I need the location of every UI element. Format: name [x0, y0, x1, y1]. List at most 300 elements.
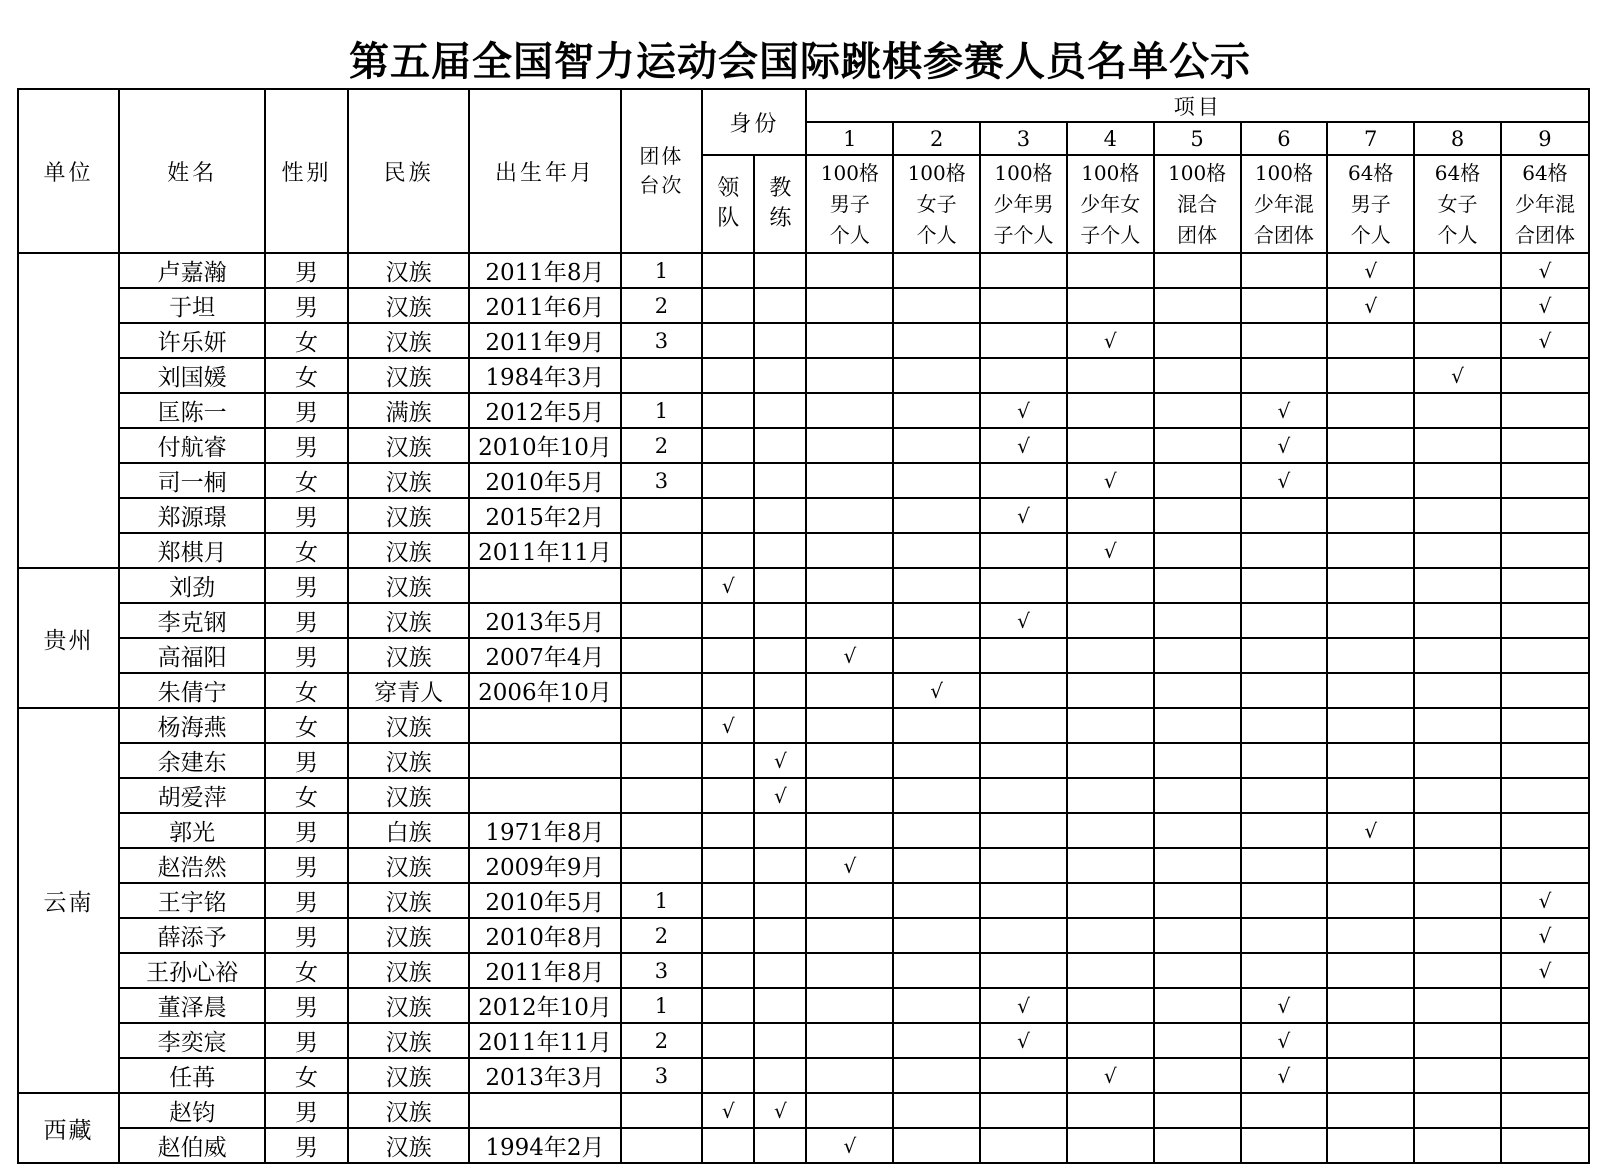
event-cell-9 [1501, 498, 1589, 533]
ethnicity-cell: 汉族 [348, 358, 470, 393]
team-order-cell: 1 [621, 883, 703, 918]
event-cell-4 [1067, 568, 1154, 603]
event-cell-4 [1067, 323, 1154, 358]
event-name-line: 男子 [1350, 191, 1391, 216]
coach-cell [754, 673, 806, 708]
event-cell-6 [1241, 953, 1328, 988]
event-cell-5 [1154, 288, 1241, 323]
coach-cell [754, 1058, 806, 1093]
coach-cell [754, 358, 806, 393]
ethnicity-cell: 汉族 [348, 568, 470, 603]
ethnicity-cell: 汉族 [348, 918, 470, 953]
gender-cell: 男 [265, 568, 348, 603]
gender-cell: 女 [265, 673, 348, 708]
event-cell-4 [1067, 463, 1154, 498]
coach-cell [754, 1128, 806, 1163]
event-cell-9 [1501, 848, 1589, 883]
event-cell-5 [1154, 1023, 1241, 1058]
team-order-cell [621, 533, 703, 568]
event-cell-5 [1154, 918, 1241, 953]
event-name-line: 64格 [1434, 160, 1481, 185]
event-name-line: 女子 [1437, 191, 1478, 216]
event-name-line: 100格 [994, 160, 1053, 185]
event-cell-2 [893, 533, 980, 568]
coach-cell [754, 708, 806, 743]
table-row [18, 673, 1589, 708]
check-mark: √ [1538, 293, 1552, 318]
event-number-7: 7 [1327, 122, 1414, 155]
ethnicity-cell: 汉族 [348, 708, 470, 743]
name-cell: 郭光 [119, 813, 265, 848]
event-cell-4 [1067, 673, 1154, 708]
team-order-cell [621, 848, 703, 883]
gender-cell: 男 [265, 813, 348, 848]
birth-cell: 2011年8月 [469, 253, 620, 288]
event-cell-1 [806, 1058, 893, 1093]
event-cell-4 [1067, 743, 1154, 778]
table-row [18, 848, 1589, 883]
team-order-cell: 1 [621, 393, 703, 428]
leader-cell [702, 673, 754, 708]
event-cell-4 [1067, 1023, 1154, 1058]
event-cell-6 [1241, 253, 1328, 288]
ethnicity-cell: 汉族 [348, 603, 470, 638]
table-body [18, 253, 1589, 1163]
event-number-4: 4 [1067, 122, 1154, 155]
ethnicity-cell: 汉族 [348, 883, 470, 918]
table-row [18, 883, 1589, 918]
name-cell: 王孙心裕 [119, 953, 265, 988]
leader-cell [702, 778, 754, 813]
team-order-cell: 1 [621, 988, 703, 1023]
team-order-cell [621, 708, 703, 743]
event-cell-8 [1414, 953, 1501, 988]
event-cell-5 [1154, 708, 1241, 743]
event-cell-4 [1067, 638, 1154, 673]
event-cell-9 [1501, 708, 1589, 743]
event-cell-7 [1327, 358, 1414, 393]
name-cell: 王宇铭 [119, 883, 265, 918]
event-cell-3 [980, 498, 1067, 533]
birth-cell: 2007年4月 [469, 638, 620, 673]
name-cell: 刘劲 [119, 568, 265, 603]
team-order-cell: 2 [621, 288, 703, 323]
check-mark: √ [1277, 433, 1291, 458]
event-cell-6 [1241, 603, 1328, 638]
leader-cell [702, 463, 754, 498]
ethnicity-cell: 汉族 [348, 743, 470, 778]
event-cell-6 [1241, 533, 1328, 568]
leader-cell [702, 1093, 754, 1128]
event-cell-5 [1154, 393, 1241, 428]
ethnicity-cell: 汉族 [348, 498, 470, 533]
gender-cell: 男 [265, 1023, 348, 1058]
event-cell-1 [806, 393, 893, 428]
event-cell-1 [806, 708, 893, 743]
birth-cell: 1994年2月 [469, 1128, 620, 1163]
leader-cell [702, 813, 754, 848]
check-mark: √ [1017, 1028, 1030, 1053]
header-name: 姓名 [119, 89, 265, 253]
event-cell-2 [893, 778, 980, 813]
event-cell-9 [1501, 428, 1589, 463]
event-cell-9 [1501, 883, 1589, 918]
event-cell-1 [806, 568, 893, 603]
event-cell-8 [1414, 813, 1501, 848]
event-cell-5 [1154, 638, 1241, 673]
event-cell-2 [893, 638, 980, 673]
leader-cell [702, 498, 754, 533]
event-cell-5 [1154, 848, 1241, 883]
leader-cell [702, 393, 754, 428]
event-number-8: 8 [1414, 122, 1501, 155]
event-cell-9 [1501, 1093, 1589, 1128]
name-cell: 杨海燕 [119, 708, 265, 743]
event-cell-4 [1067, 533, 1154, 568]
table-row [18, 603, 1589, 638]
event-cell-2 [893, 568, 980, 603]
event-name-6 [1241, 155, 1328, 253]
check-mark: √ [1103, 538, 1117, 563]
name-cell: 薛添予 [119, 918, 265, 953]
event-cell-5 [1154, 358, 1241, 393]
role-coach-label: 教练 [769, 176, 792, 231]
event-cell-1 [806, 883, 893, 918]
check-mark: √ [1017, 503, 1030, 528]
event-cell-2 [893, 428, 980, 463]
event-cell-3 [980, 848, 1067, 883]
event-cell-9 [1501, 603, 1589, 638]
event-name-line: 100格 [907, 160, 966, 185]
event-cell-7 [1327, 323, 1414, 358]
event-cell-2 [893, 253, 980, 288]
event-cell-8 [1414, 1023, 1501, 1058]
name-cell: 赵钧 [119, 1093, 265, 1128]
event-number-5: 5 [1154, 122, 1241, 155]
event-cell-8 [1414, 568, 1501, 603]
table-row [18, 428, 1589, 463]
event-cell-2 [893, 498, 980, 533]
role-leader-label: 领队 [717, 176, 740, 231]
coach-cell [754, 918, 806, 953]
team-order-cell [621, 743, 703, 778]
event-cell-8 [1414, 918, 1501, 953]
event-name-line: 合团体 [1514, 222, 1575, 247]
event-cell-1 [806, 778, 893, 813]
event-cell-4 [1067, 813, 1154, 848]
ethnicity-cell: 汉族 [348, 778, 470, 813]
gender-cell: 男 [265, 743, 348, 778]
name-cell: 胡爱萍 [119, 778, 265, 813]
event-cell-1 [806, 673, 893, 708]
event-cell-2 [893, 743, 980, 778]
check-mark: √ [1538, 923, 1552, 948]
gender-cell: 女 [265, 778, 348, 813]
unit-cell: 云南 [18, 708, 119, 1093]
name-cell: 司一桐 [119, 463, 265, 498]
leader-cell [702, 323, 754, 358]
header-gender: 性别 [265, 89, 348, 253]
event-cell-5 [1154, 778, 1241, 813]
birth-cell [469, 708, 620, 743]
table-row [18, 1023, 1589, 1058]
ethnicity-cell: 汉族 [348, 323, 470, 358]
event-cell-9 [1501, 323, 1589, 358]
ethnicity-cell: 穿青人 [348, 673, 470, 708]
event-cell-9 [1501, 1023, 1589, 1058]
event-cell-4 [1067, 708, 1154, 743]
event-cell-3 [980, 568, 1067, 603]
table-row [18, 708, 1589, 743]
name-cell: 李奕宸 [119, 1023, 265, 1058]
ethnicity-cell: 汉族 [348, 1058, 470, 1093]
event-cell-7 [1327, 848, 1414, 883]
event-cell-9 [1501, 288, 1589, 323]
event-cell-7 [1327, 1023, 1414, 1058]
event-cell-4 [1067, 603, 1154, 638]
event-cell-7 [1327, 883, 1414, 918]
event-name-line: 个人 [1437, 222, 1478, 247]
event-name-9 [1501, 155, 1589, 253]
event-cell-9 [1501, 953, 1589, 988]
check-mark: √ [1277, 1063, 1291, 1088]
coach-cell [754, 533, 806, 568]
event-cell-8 [1414, 288, 1501, 323]
event-cell-1 [806, 358, 893, 393]
table-row [18, 918, 1589, 953]
event-cell-5 [1154, 253, 1241, 288]
event-cell-7 [1327, 638, 1414, 673]
check-mark: √ [774, 748, 787, 773]
event-cell-6 [1241, 498, 1328, 533]
event-cell-1 [806, 603, 893, 638]
table-row [18, 533, 1589, 568]
coach-cell [754, 288, 806, 323]
event-cell-5 [1154, 673, 1241, 708]
event-cell-7 [1327, 708, 1414, 743]
event-cell-3 [980, 953, 1067, 988]
event-name-4 [1067, 155, 1154, 253]
coach-cell [754, 603, 806, 638]
table-row [18, 953, 1589, 988]
event-cell-5 [1154, 883, 1241, 918]
check-mark: √ [1103, 1063, 1117, 1088]
gender-cell: 女 [265, 533, 348, 568]
event-name-line: 64格 [1522, 160, 1568, 185]
gender-cell: 男 [265, 603, 348, 638]
check-mark: √ [1451, 363, 1464, 388]
gender-cell: 女 [265, 358, 348, 393]
event-name-line: 个人 [829, 222, 870, 247]
event-cell-2 [893, 1023, 980, 1058]
team-order-cell [621, 358, 703, 393]
event-cell-5 [1154, 1128, 1241, 1163]
leader-cell [702, 918, 754, 953]
event-name-line: 男子 [829, 191, 870, 216]
event-cell-5 [1154, 743, 1241, 778]
table-row [18, 813, 1589, 848]
event-cell-5 [1154, 428, 1241, 463]
table-row [18, 498, 1589, 533]
event-name-line: 个人 [1350, 222, 1391, 247]
event-cell-3 [980, 358, 1067, 393]
birth-cell: 2011年11月 [469, 1023, 620, 1058]
check-mark: √ [721, 1098, 735, 1123]
check-mark: √ [774, 1098, 787, 1123]
event-cell-8 [1414, 1058, 1501, 1093]
event-cell-6 [1241, 358, 1328, 393]
check-mark: √ [721, 573, 735, 598]
leader-cell [702, 428, 754, 463]
event-cell-3 [980, 393, 1067, 428]
team-order-cell: 2 [621, 918, 703, 953]
event-cell-7 [1327, 603, 1414, 638]
event-cell-5 [1154, 568, 1241, 603]
event-cell-6 [1241, 1023, 1328, 1058]
gender-cell: 女 [265, 1058, 348, 1093]
birth-cell [469, 1093, 620, 1128]
table-row [18, 463, 1589, 498]
event-cell-3 [980, 603, 1067, 638]
event-cell-6 [1241, 813, 1328, 848]
header-events: 项目 [806, 89, 1589, 122]
leader-cell [702, 603, 754, 638]
event-cell-4 [1067, 1093, 1154, 1128]
check-mark: √ [1103, 328, 1117, 353]
event-cell-7 [1327, 953, 1414, 988]
event-cell-9 [1501, 533, 1589, 568]
leader-cell [702, 848, 754, 883]
event-number-9: 9 [1501, 122, 1589, 155]
event-cell-7 [1327, 918, 1414, 953]
event-cell-3 [980, 918, 1067, 953]
event-cell-1 [806, 428, 893, 463]
check-mark: √ [1017, 993, 1030, 1018]
name-cell: 郑源璟 [119, 498, 265, 533]
birth-cell: 2010年8月 [469, 918, 620, 953]
coach-cell [754, 953, 806, 988]
name-cell: 赵浩然 [119, 848, 265, 883]
event-cell-8 [1414, 1128, 1501, 1163]
event-cell-6 [1241, 743, 1328, 778]
event-cell-2 [893, 1093, 980, 1128]
event-name-2 [893, 155, 980, 253]
birth-cell: 1984年3月 [469, 358, 620, 393]
roster-table [17, 88, 1590, 1164]
ethnicity-cell: 满族 [348, 393, 470, 428]
header-unit: 单位 [18, 89, 119, 253]
check-mark: √ [721, 713, 735, 738]
team-order-cell: 1 [621, 253, 703, 288]
ethnicity-cell: 汉族 [348, 463, 470, 498]
gender-cell: 男 [265, 638, 348, 673]
table-row [18, 988, 1589, 1023]
coach-cell [754, 743, 806, 778]
name-cell: 余建东 [119, 743, 265, 778]
gender-cell: 女 [265, 323, 348, 358]
gender-cell: 男 [265, 498, 348, 533]
check-mark: √ [1277, 468, 1291, 493]
coach-cell [754, 428, 806, 463]
event-cell-3 [980, 1093, 1067, 1128]
coach-cell [754, 323, 806, 358]
leader-cell [702, 533, 754, 568]
event-cell-3 [980, 1058, 1067, 1093]
team-order-cell: 3 [621, 463, 703, 498]
name-cell: 高福阳 [119, 638, 265, 673]
table-header [18, 89, 1589, 253]
table-row [18, 288, 1589, 323]
check-mark: √ [843, 643, 857, 668]
check-mark: √ [1277, 1028, 1291, 1053]
event-cell-6 [1241, 393, 1328, 428]
event-cell-6 [1241, 1093, 1328, 1128]
leader-cell [702, 883, 754, 918]
event-cell-7 [1327, 253, 1414, 288]
event-cell-8 [1414, 253, 1501, 288]
event-cell-2 [893, 708, 980, 743]
ethnicity-cell: 汉族 [348, 953, 470, 988]
event-cell-8 [1414, 778, 1501, 813]
event-cell-3 [980, 673, 1067, 708]
event-name-line: 64格 [1347, 160, 1394, 185]
check-mark: √ [843, 1133, 857, 1158]
team-order-cell [621, 673, 703, 708]
table-row [18, 358, 1589, 393]
event-cell-7 [1327, 1058, 1414, 1093]
event-cell-1 [806, 253, 893, 288]
event-cell-9 [1501, 253, 1589, 288]
event-cell-8 [1414, 638, 1501, 673]
leader-cell [702, 743, 754, 778]
event-cell-3 [980, 743, 1067, 778]
name-cell: 董泽晨 [119, 988, 265, 1023]
event-cell-9 [1501, 1058, 1589, 1093]
ethnicity-cell: 汉族 [348, 1128, 470, 1163]
event-cell-9 [1501, 673, 1589, 708]
name-cell: 许乐妍 [119, 323, 265, 358]
event-cell-4 [1067, 953, 1154, 988]
event-cell-9 [1501, 918, 1589, 953]
event-cell-4 [1067, 428, 1154, 463]
team-order-cell [621, 1128, 703, 1163]
leader-cell [702, 1128, 754, 1163]
event-cell-9 [1501, 988, 1589, 1023]
event-cell-3 [980, 708, 1067, 743]
event-cell-7 [1327, 393, 1414, 428]
gender-cell: 男 [265, 988, 348, 1023]
event-cell-2 [893, 953, 980, 988]
event-cell-8 [1414, 883, 1501, 918]
check-mark: √ [1538, 888, 1552, 913]
event-cell-9 [1501, 1128, 1589, 1163]
event-cell-3 [980, 288, 1067, 323]
event-cell-6 [1241, 988, 1328, 1023]
event-number-6: 6 [1241, 122, 1328, 155]
event-cell-7 [1327, 813, 1414, 848]
gender-cell: 男 [265, 428, 348, 463]
event-cell-2 [893, 463, 980, 498]
unit-cell: 贵州 [18, 568, 119, 708]
team-order-cell: 2 [621, 1023, 703, 1058]
table-row [18, 323, 1589, 358]
team-order-cell [621, 568, 703, 603]
event-cell-9 [1501, 463, 1589, 498]
event-cell-2 [893, 1128, 980, 1163]
ethnicity-cell: 汉族 [348, 533, 470, 568]
event-cell-4 [1067, 358, 1154, 393]
event-cell-3 [980, 463, 1067, 498]
